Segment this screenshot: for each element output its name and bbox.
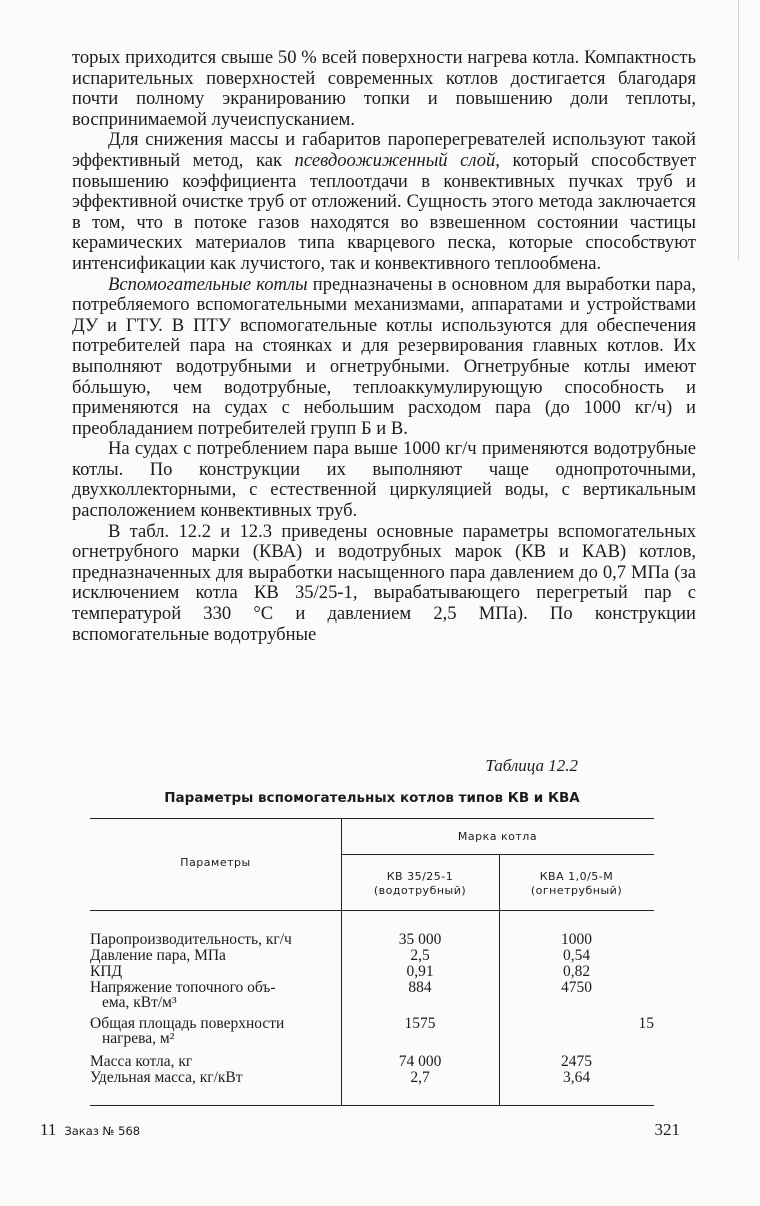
- table-cell-kv: 35 000: [398, 931, 442, 948]
- params-header: Параметры: [180, 856, 251, 869]
- table-cell-kva: 15: [638, 1015, 654, 1032]
- text-run: который способствует повышению коэффициента теплоотдачи в конвективных пучках труб и эффективной очистке труб от отложений. Сущность этого метода заключается в том, что в потоке газов находятся во взвешенном состоянии частицы керамических материалов типа кварцевого песка, которые способствуют интенсификации как лучистого, так и конвективного теплообмена.: [72, 149, 696, 274]
- column-header-kv: [341, 870, 499, 898]
- group-header-rule: [341, 854, 654, 855]
- text-run: В табл. 12.2 и 12.3 приведены основные параметры вспомогательных огнетрубного марки (КВА) и водотрубных марок (КВ и КАВ) котлов, предназначенных для выработки насыщенного пара давлением до 0,7 МПа (за исключением котла КВ 35/25-1, вырабатывающего перегретый пар с температурой 330 °С и давлением 2,5 МПа). По конструкции вспомогательные водотрубные: [72, 520, 696, 645]
- table-cell-kva: 4750: [561, 979, 592, 996]
- paragraph: [72, 439, 696, 521]
- printer-signature: [40, 1120, 140, 1140]
- paragraph: [72, 275, 696, 440]
- column-header-name: КВ 35/25-1: [386, 870, 454, 883]
- group-header: Марка котла: [457, 830, 538, 843]
- table-number: Таблица 12.2: [485, 756, 578, 775]
- table-bottom-rule: [90, 1105, 654, 1106]
- table-cell-kva: 0,54: [562, 947, 591, 964]
- text-run: Для снижения массы и габаритов пароперегревателей используют такой эффективный метод, как: [72, 129, 696, 171]
- body-text: [72, 48, 696, 645]
- table-row-label: Масса котла, кг: [90, 1053, 193, 1070]
- italic-term: Вспомогательные котлы: [108, 273, 308, 295]
- italic-term: псевдоожиженный слой,: [294, 149, 500, 171]
- parameters-table: [90, 818, 654, 1108]
- table-cell-kv: 0,91: [406, 963, 434, 980]
- table-cell-kv: 1575: [404, 1015, 436, 1032]
- table-cell-kva: 0,82: [562, 963, 591, 980]
- table-cell-kv: 2,5: [410, 947, 430, 964]
- table-top-rule: [90, 818, 654, 819]
- text-run: предназначены в основном для выработки пара, потребляемого вспомогательными механизмами, аппаратами и устройствами ДУ и ГТУ. В ПТУ вспомогательные котлы используются для обеспечения потребителей пара на стоянках и для резервирования главных котлов. Их выполняют водотрубными и огнетрубными. Огнетрубные котлы имеют бóльшую, чем водотрубные, теплоаккумулирующую способность и применяются на судах с небольшим расходом пара (до 1000 кг/ч) и преобладанием потребителей групп Б и В.: [72, 273, 696, 439]
- paragraph: [72, 522, 696, 646]
- page-number: 321: [654, 1120, 680, 1139]
- table-title: Параметры вспомогательных котлов типов КВ и КВА: [164, 790, 580, 806]
- table-cell-kv: 884: [408, 979, 432, 996]
- table-row-label: Общая площадь поверхности нагрева, м²: [90, 1015, 285, 1047]
- table-row-label: Напряжение топочного объ- ема, кВт/м³: [90, 979, 276, 1011]
- table-cell-kva: 1000: [561, 931, 592, 948]
- table-row-label: Удельная масса, кг/кВт: [90, 1069, 243, 1086]
- table-row-label: КПД: [90, 963, 123, 980]
- scan-edge-line: [738, 0, 739, 260]
- column-header-kva: [499, 870, 654, 898]
- table-cell-kv: 2,7: [410, 1069, 430, 1086]
- header-bottom-rule: [90, 910, 654, 911]
- column-header-type: (огнетрубный): [530, 884, 623, 897]
- text-run: торых приходится свыше 50 % всей поверхности нагрева котла. Компактность испарительных поверхностей современных котлов достигается благодаря почти полному экранированию топки и повышению доли теплоты, воспринимаемой лучеиспусканием.: [72, 47, 696, 130]
- table-row-label: Паропроизводительность, кг/ч: [90, 931, 292, 948]
- order-number: Заказ № 568: [64, 1124, 141, 1138]
- column-header-name: КВА 1,0/5-М: [539, 870, 614, 883]
- table-cell-kv: 74 000: [398, 1053, 442, 1070]
- table-row-label: Давление пара, МПа: [90, 947, 226, 964]
- column-header-type: (водотрубный): [373, 884, 467, 897]
- table-cell-kva: 3,64: [562, 1069, 591, 1086]
- text-run: На судах с потреблением пара выше 1000 кг/ч применяются водотрубные котлы. По конструкции их выполняют чаще однопроточными, двухколлекторными, с естественной циркуляцией воды, с вертикальным расположением конвективных труб.: [72, 438, 696, 522]
- paragraph: [72, 130, 696, 274]
- signature-number: 11: [40, 1120, 57, 1139]
- paragraph: [72, 48, 696, 130]
- table-cell-kva: 2475: [561, 1053, 592, 1070]
